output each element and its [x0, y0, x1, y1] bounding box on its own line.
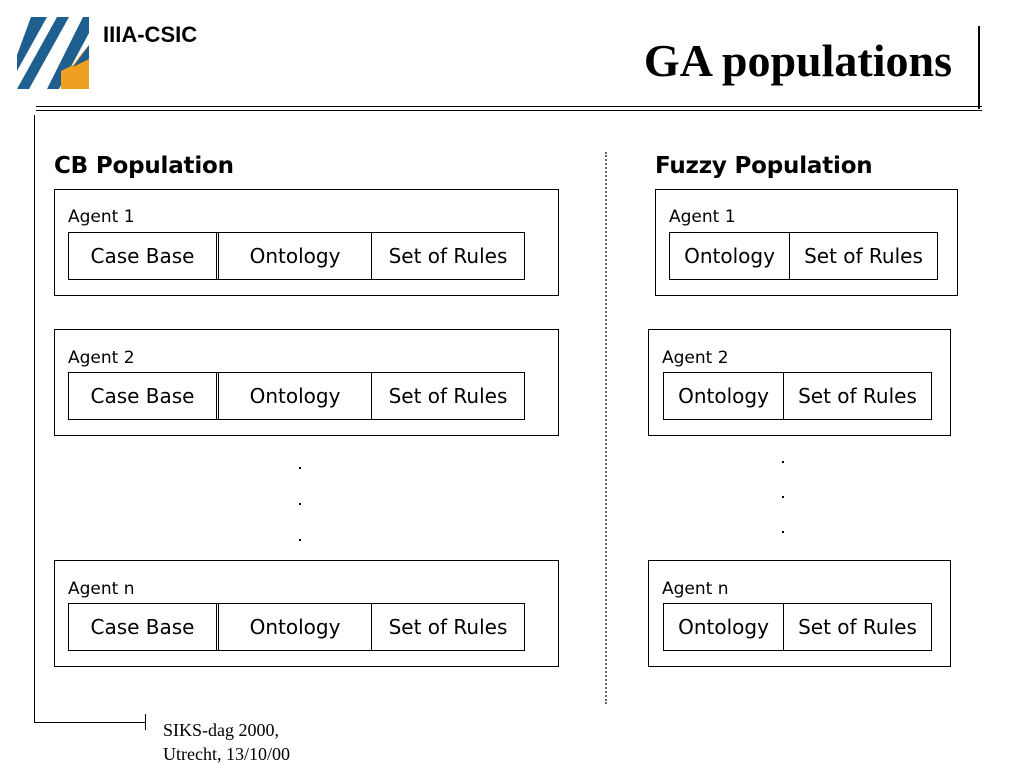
agent-label: Agent 2 — [68, 348, 135, 368]
ellipsis-dot — [299, 467, 301, 469]
header-rule-top — [36, 106, 982, 107]
agent-label: Agent n — [68, 579, 135, 599]
component-row — [663, 603, 932, 651]
header-right-bar — [978, 26, 980, 109]
set-of-rules-component: Set of Rules — [783, 604, 931, 650]
agent-label: Agent 2 — [662, 348, 729, 368]
component-row — [68, 603, 525, 651]
ontology-component: Ontology — [216, 233, 371, 279]
population-divider — [605, 152, 607, 704]
frame-left-bar — [34, 115, 35, 723]
case-base-component: Case Base — [90, 615, 195, 639]
set-of-rules-component: Set of Rules — [371, 373, 524, 419]
component-row — [663, 372, 932, 420]
footer-location-date: Utrecht, 13/10/00 — [163, 744, 290, 764]
cb-agent-1-box — [54, 189, 559, 296]
component-row — [669, 232, 938, 280]
ellipsis-dot — [782, 461, 784, 463]
frame-bottom-tick — [145, 714, 146, 730]
component-row — [68, 232, 525, 280]
agent-label: Agent n — [662, 579, 729, 599]
fuzzy-population-title: Fuzzy Population — [655, 153, 873, 179]
footer — [163, 718, 290, 766]
fuzzy-agent-n-box — [648, 560, 951, 667]
set-of-rules-component: Set of Rules — [371, 233, 524, 279]
header-rule-bottom — [36, 110, 982, 111]
ontology-component: Ontology — [216, 604, 371, 650]
ontology-component: Ontology — [684, 244, 775, 268]
cb-agent-2-box — [54, 329, 559, 436]
fuzzy-agent-1-box — [655, 189, 958, 296]
slide-title: GA populations — [643, 35, 952, 86]
component-row — [68, 372, 525, 420]
ellipsis-dot — [782, 496, 784, 498]
cb-population-title: CB Population — [54, 153, 234, 179]
footer-event: SIKS-dag 2000, — [163, 720, 279, 740]
organization-name: IIIA-CSIC — [103, 22, 198, 47]
ellipsis-dot — [299, 539, 301, 541]
case-base-component: Case Base — [90, 244, 195, 268]
set-of-rules-component: Set of Rules — [371, 604, 524, 650]
ontology-component: Ontology — [678, 615, 769, 639]
set-of-rules-component: Set of Rules — [789, 233, 937, 279]
ontology-component: Ontology — [678, 384, 769, 408]
agent-label: Agent 1 — [68, 207, 135, 227]
set-of-rules-component: Set of Rules — [783, 373, 931, 419]
fuzzy-agent-2-box — [648, 329, 951, 436]
frame-bottom-bar — [34, 722, 146, 723]
agent-label: Agent 1 — [669, 207, 736, 227]
iiia-logo — [17, 17, 89, 89]
ontology-component: Ontology — [216, 373, 371, 419]
cb-agent-n-box — [54, 560, 559, 667]
case-base-component: Case Base — [90, 384, 195, 408]
ellipsis-dot — [782, 531, 784, 533]
ellipsis-dot — [299, 503, 301, 505]
